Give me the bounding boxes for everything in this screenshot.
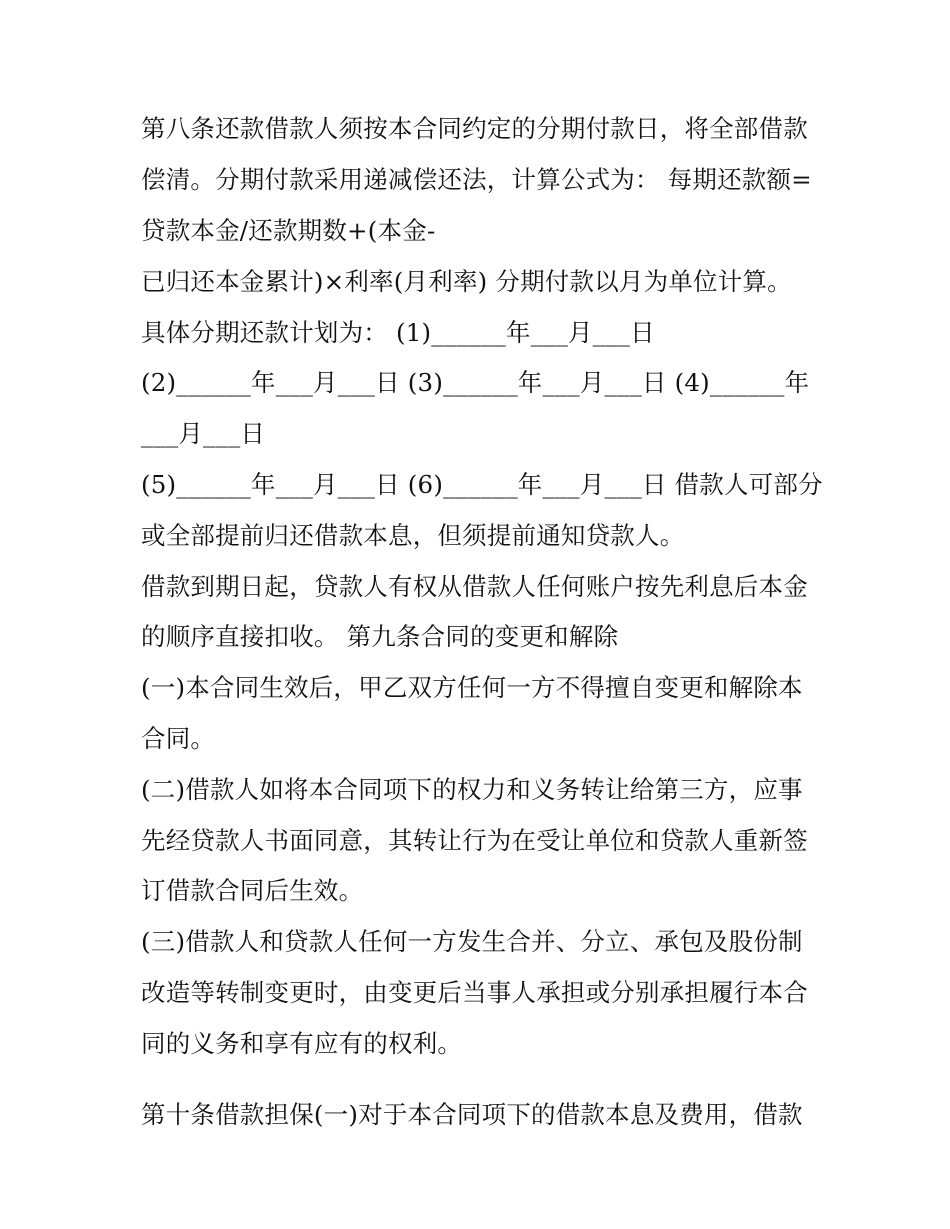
text-line: 借款到期日起，贷款人有权从借款人任何账户按先利息后本金 <box>141 572 808 601</box>
text-line: 的顺序直接扣收。 第九条合同的变更和解除 <box>141 622 619 651</box>
text-line: 已归还本金累计)×利率(月利率) 分期付款以月为单位计算。 <box>141 267 792 296</box>
text-line: 订借款合同后生效。 <box>141 876 364 905</box>
text-line: 第八条还款借款人须按本合同约定的分期付款日，将全部借款 <box>141 114 808 143</box>
text-line: (三)借款人和贷款人任何一方发生合并、分立、承包及股份制 <box>141 927 803 956</box>
text-line: (一)本合同生效后，甲乙双方任何一方不得擅自变更和解除本 <box>141 673 803 702</box>
text-line: 具体分期还款计划为： (1)______年___月___日 <box>141 318 655 347</box>
text-line: ___月___日 <box>141 419 266 448</box>
text-line: (2)______年___月___日 (3)______年___月___日 (4)______年 <box>141 368 810 397</box>
text-line: 合同。 <box>141 724 216 753</box>
text-line: 或全部提前归还借款本息，但须提前通知贷款人。 <box>141 521 685 550</box>
text-line: (5)______年___月___日 (6)______年___月___日 借款人可部分 <box>141 470 823 499</box>
text-line: 先经贷款人书面同意，其转让行为在受让单位和贷款人重新签 <box>141 826 808 855</box>
text-line: 贷款本金/还款期数+(本金- <box>141 216 436 245</box>
text-line: 第十条借款担保(一)对于本合同项下的借款本息及费用，借款 <box>141 1100 803 1129</box>
text-line: 偿清。分期付款采用递减偿还法，计算公式为： 每期还款额= <box>141 165 812 194</box>
text-line: (二)借款人如将本合同项下的权力和义务转让给第三方，应事 <box>141 775 803 804</box>
text-line: 同的义务和享有应有的权利。 <box>141 1029 463 1058</box>
text-line: 改造等转制变更时，由变更后当事人承担或分别承担履行本合 <box>141 978 808 1007</box>
